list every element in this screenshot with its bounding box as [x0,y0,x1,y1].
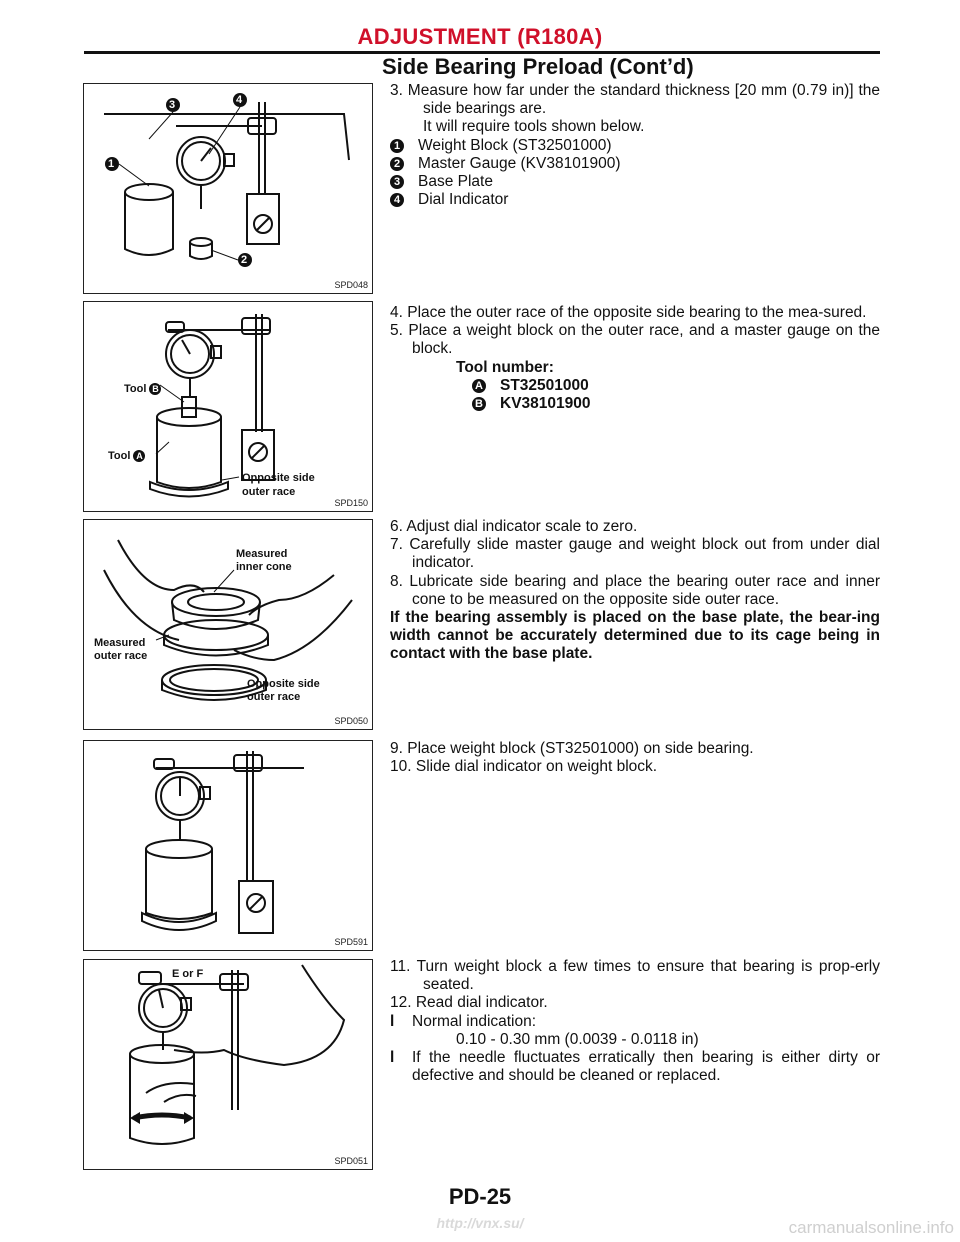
step-8: 8. Lubricate side bearing and place the bearing outer race and inner cone to be measured on the opposite side outer race. [390,572,880,608]
bullet-needle-fluctuates [390,1049,880,1085]
tool-b-word: Tool [124,383,147,395]
figure-code: SPD048 [334,280,368,290]
figure-spd050 [83,519,373,730]
tool-item-3 [390,173,880,191]
figure-code: SPD150 [334,498,368,508]
measured-outer-race-label-1: Measured [94,637,146,649]
bullet-text: If the needle fluctuates erratically then bearing is either dirty or defective and should be cleaned or replaced. [412,1049,880,1085]
step-7: 7. Carefully slide master gauge and weight block out from under dial indicator. [390,536,880,572]
tool-letter-badge: A [472,379,486,393]
tool-number-badge: 3 [390,175,404,189]
page-number: PD-25 [448,1184,512,1209]
opposite-side-label: Opposite side [247,678,320,690]
measured-outer-race-label-2: outer race [94,650,148,662]
figure-spd048-drawing [84,84,374,295]
tool-number-label: Tool number: [456,358,554,376]
figure-code: SPD051 [334,1156,368,1166]
tool-letter-badge: B [472,397,486,411]
tool-number-code: KV38101900 [500,395,591,413]
callout-2: 2 [241,254,248,266]
text-block-steps-9-10 [390,740,880,776]
opposite-side-label: Opposite side [242,472,315,484]
figure-code: SPD591 [334,937,368,947]
figure-spd150 [83,301,373,512]
tool-item-text: Base Plate [418,173,493,191]
tool-item-2 [390,155,880,173]
tool-b-label [124,383,161,395]
figure-spd591-drawing [84,741,374,952]
tool-number-b [390,395,880,413]
text-block-step3 [390,82,880,209]
tool-item-1 [390,137,880,155]
text-block-steps-6-8 [390,518,880,664]
tool-a-label [108,450,145,462]
bearing-note: If the bearing assembly is placed on the base plate, the bear-ing width cannot be accurately determined due to its cage being in contact with the base plate. [390,609,880,663]
callout-3: 3 [169,99,176,111]
step-10: 10. Slide dial indicator on weight block. [390,758,658,776]
step-5: 5. Place a weight block on the outer race, and a master gauge on the block. [390,322,880,358]
figure-code: SPD050 [334,716,368,726]
tool-number-badge: 2 [390,157,404,171]
step-6: 6. Adjust dial indicator scale to zero. [390,518,638,535]
text-block-steps-11-12 [390,958,880,1085]
tool-number-badge: 4 [390,193,404,207]
step-11: 11. Turn weight block a few times to ensure that bearing is prop-erly seated. [390,958,880,994]
section-title: ADJUSTMENT (R180A) [357,24,603,49]
page-subtitle: Side Bearing Preload (Cont’d) [382,54,694,79]
figure-spd150-drawing [84,302,374,513]
tool-number-badge: 1 [390,139,404,153]
tool-number-a [390,377,880,395]
figure-spd051-drawing [84,960,374,1171]
tool-number-code: ST32501000 [500,376,589,394]
bullet-icon: l [390,1049,395,1067]
tool-a-letter: A [133,450,145,462]
tool-item-4 [390,191,880,209]
measured-inner-cone-label-1: Measured [236,548,288,560]
watermark: carmanualsonline.info [788,1218,954,1237]
tool-b-letter: B [149,383,161,395]
callout-1: 1 [108,158,115,170]
tool-item-text: Dial Indicator [418,191,509,209]
tool-item-text: Master Gauge (KV38101900) [418,154,621,172]
step-3: 3. Measure how far under the standard thickness [20 mm (0.79 in)] the side bearings are. [390,82,880,118]
figure-spd051 [83,959,373,1170]
callout-4: 4 [236,94,243,106]
figure-spd591 [83,740,373,951]
step-4: 4. Place the outer race of the opposite side bearing to the mea-sured. [390,304,867,321]
tool-item-text: Weight Block (ST32501000) [418,136,612,154]
figure-spd050-drawing [84,520,374,731]
footer-url[interactable]: http://vnx.su/ [436,1215,524,1231]
bullet-text: Normal indication: [412,1012,537,1030]
measured-inner-cone-label-2: inner cone [236,561,292,573]
step-3-continuation: It will require tools shown below. [423,118,645,136]
normal-indication-value: 0.10 - 0.30 mm (0.0039 - 0.0118 in) [456,1030,699,1048]
bullet-normal-indication [390,1013,880,1031]
outer-race-label: outer race [242,486,296,498]
e-or-f-label: E or F [172,968,204,980]
figure-spd048 [83,83,373,294]
bullet-icon: l [390,1012,395,1030]
outer-race-label: outer race [247,691,301,703]
step-9: 9. Place weight block (ST32501000) on side bearing. [390,740,754,757]
tool-a-word: Tool [108,450,131,462]
step-12: 12. Read dial indicator. [390,994,548,1012]
text-block-steps-4-5 [390,304,880,413]
